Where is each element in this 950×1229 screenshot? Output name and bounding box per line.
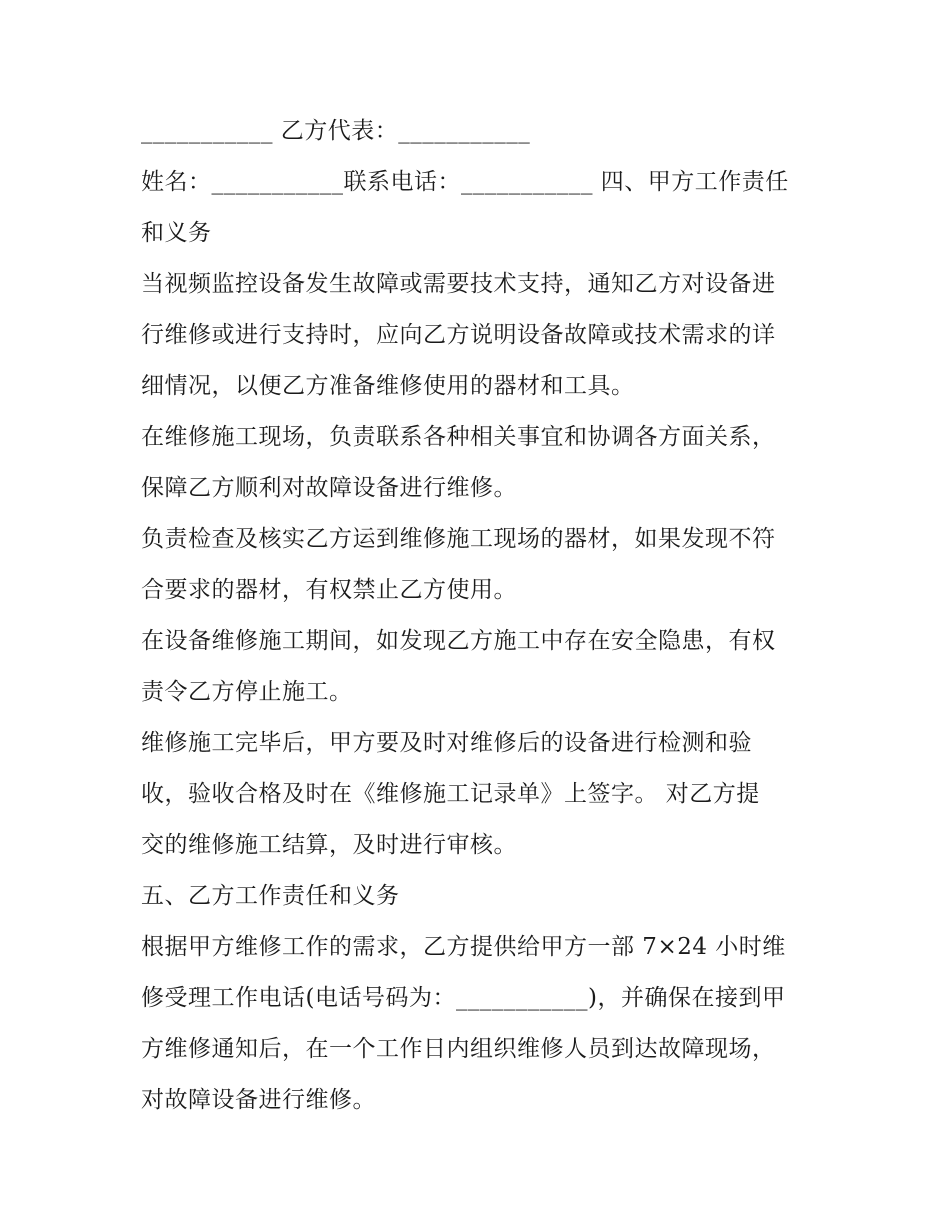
text-line: 负责检查及核实乙方运到维修施工现场的器材，如果发现不符 [141,526,776,552]
text-line: 在维修施工现场，负责联系各种相关事宜和协调各方面关系， [141,424,776,450]
name-phone-line: 姓名：___________联系电话：___________ 四、甲方工作责任 [141,169,789,195]
signature-line: ___________ 乙方代表：___________ [141,118,531,144]
text-line: 交的维修施工结算，及时进行审核。 [141,832,517,858]
text-line: 合要求的器材，有权禁止乙方使用。 [141,577,517,603]
text-line: 维修施工完毕后，甲方要及时对维修后的设备进行检测和验 [141,730,752,756]
text-line: 在设备维修施工期间，如发现乙方施工中存在安全隐患，有权 [141,628,776,654]
text-line: 保障乙方顺利对故障设备进行维修。 [141,475,517,501]
text-line: 方维修通知后，在一个工作日内组织维修人员到达故障现场， [141,1036,776,1062]
text-line: 对故障设备进行维修。 [141,1087,376,1113]
text-line: 行维修或进行支持时，应向乙方说明设备故障或技术需求的详 [141,322,776,348]
text-line: 和义务 [141,220,212,246]
text-line: 细情况，以便乙方准备维修使用的器材和工具。 [141,373,635,399]
text-line: 当视频监控设备发生故障或需要技术支持，通知乙方对设备进 [141,271,776,297]
text-line: 责令乙方停止施工。 [141,679,353,705]
text-line: 修受理工作电话(电话号码为：___________)，并确保在接到甲 [141,985,786,1011]
text-line: 根据甲方维修工作的需求，乙方提供给甲方一部 7×24 小时维 [141,934,786,960]
section-heading: 五、乙方工作责任和义务 [141,883,400,909]
text-line: 收，验收合格及时在《维修施工记录单》上签字。 对乙方提 [141,781,760,807]
